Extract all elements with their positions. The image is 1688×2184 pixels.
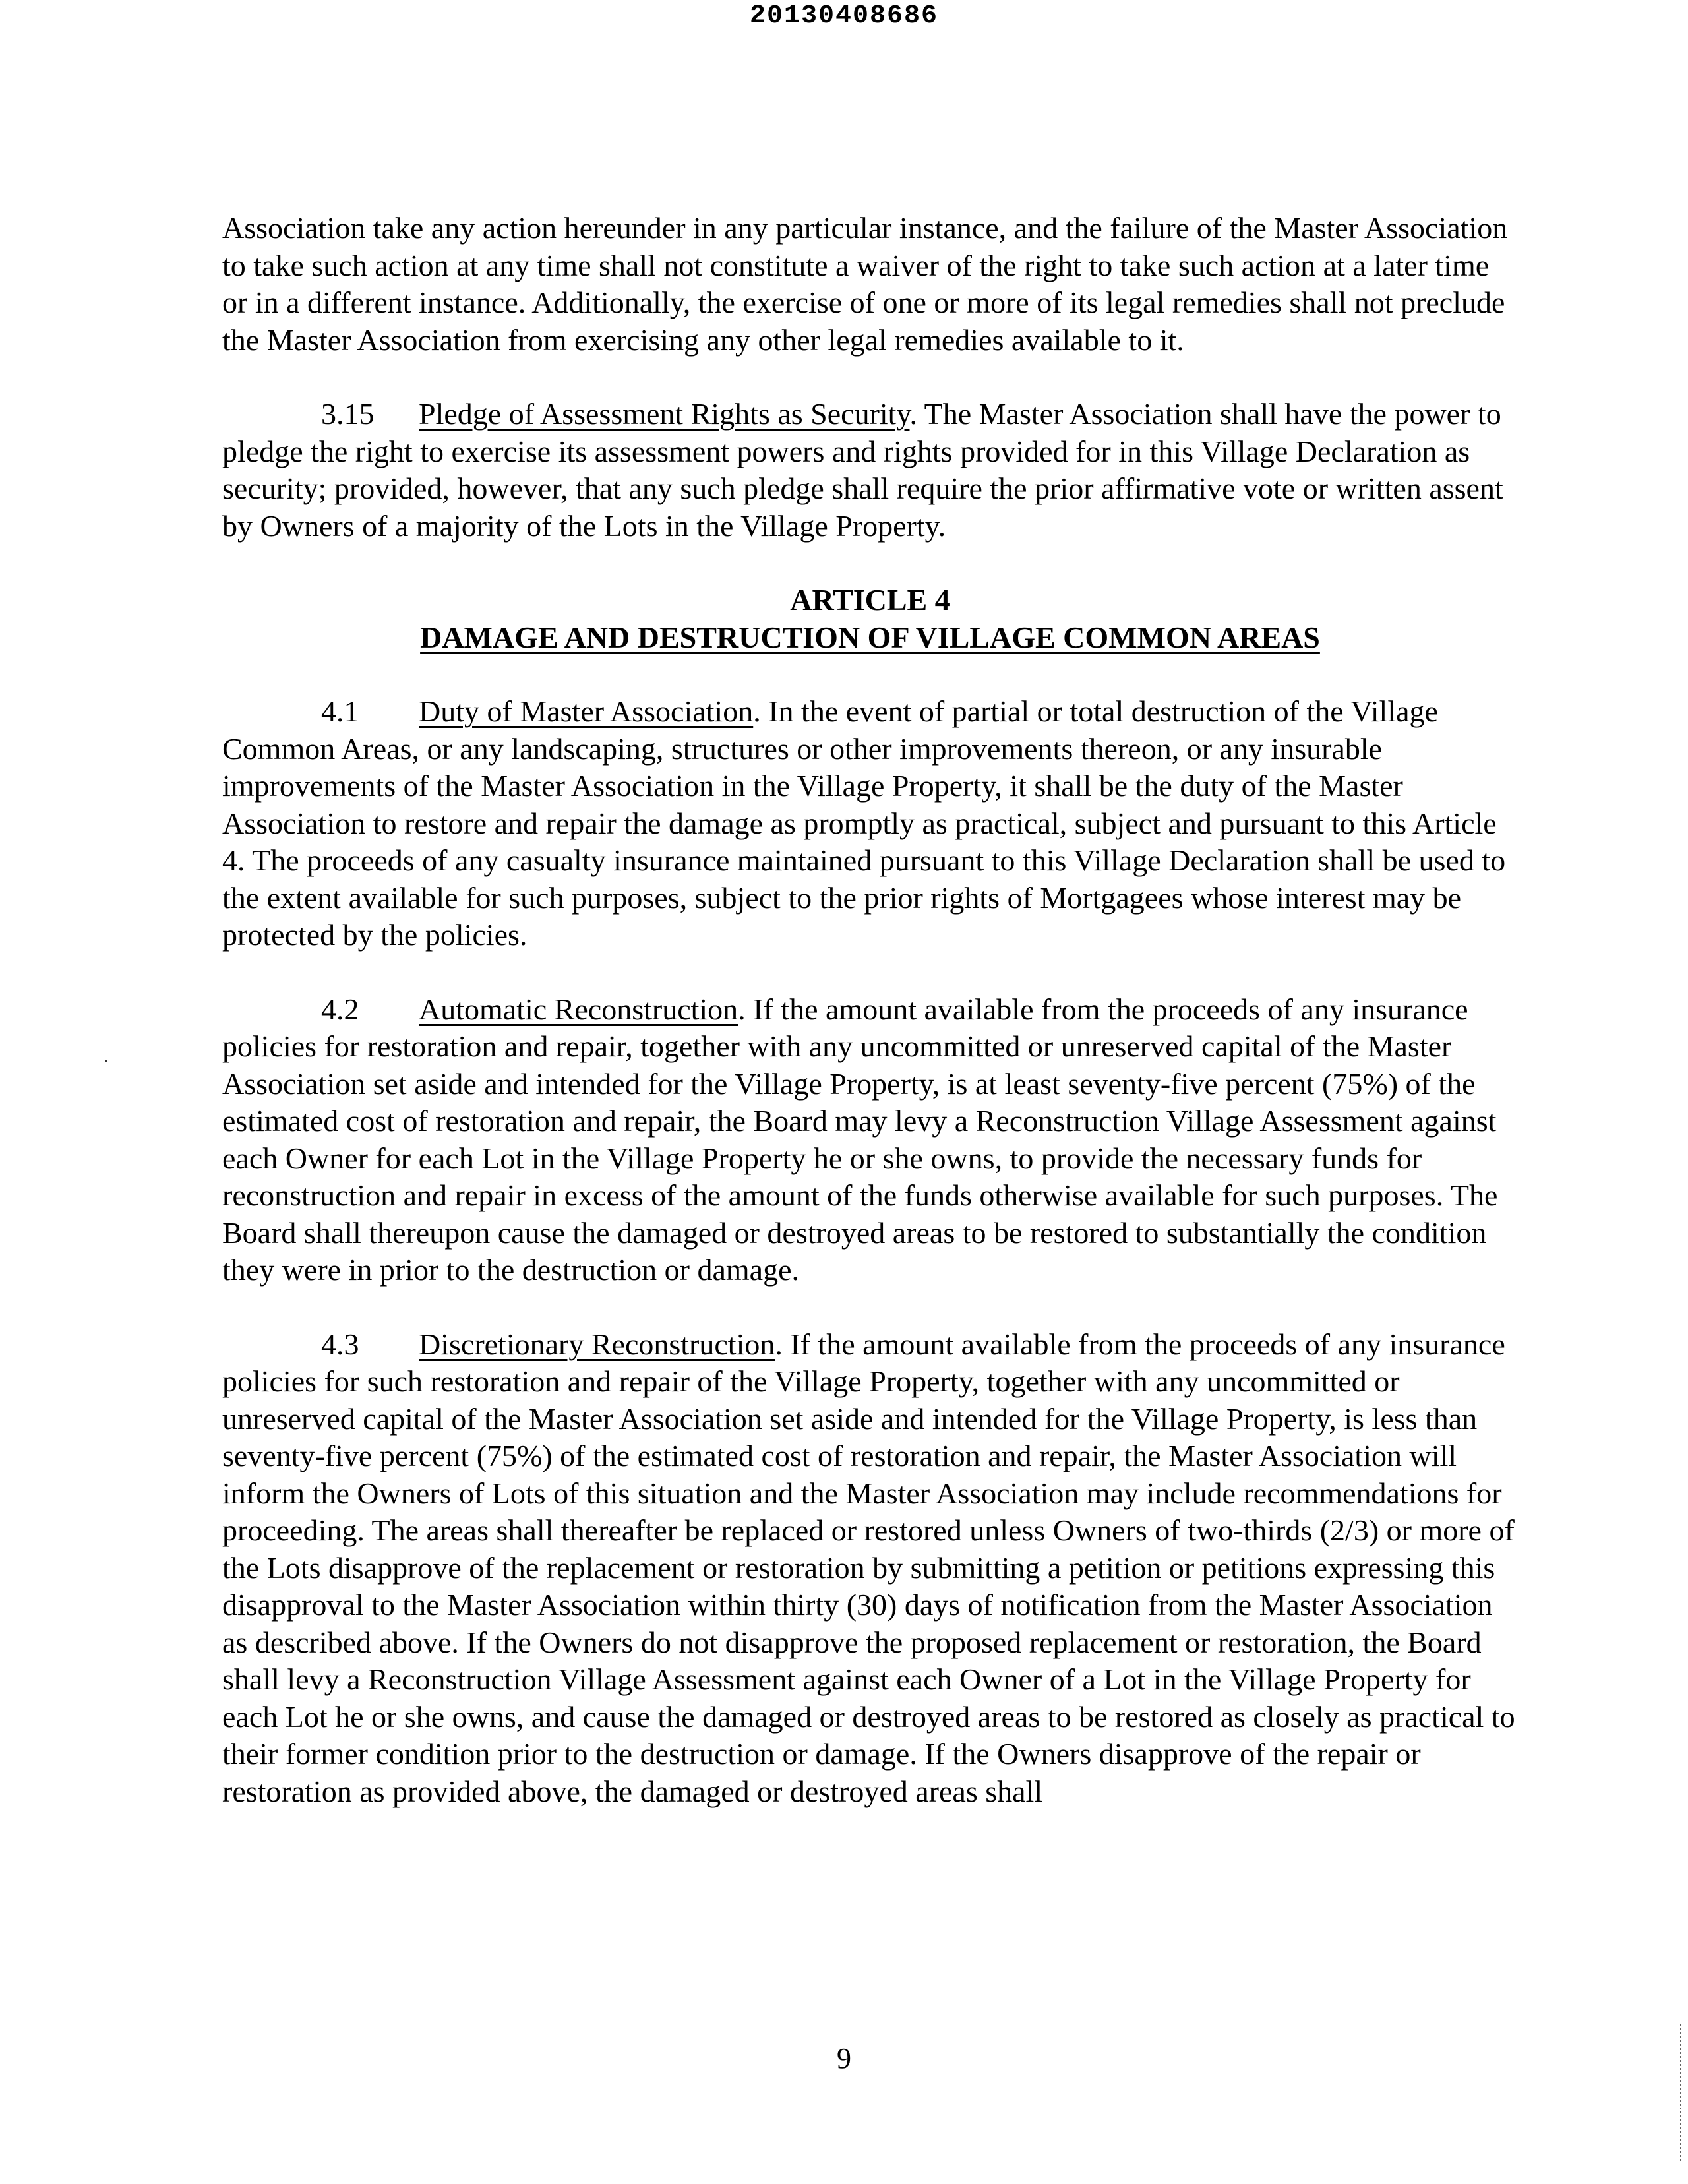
section-body: . If the amount available from the proceeds of any insurance policies for such restoration and repair of the Village Property, together with any uncommitted or unreserved capital of the Master Association set aside and intended for the Village Property, is less than seventy-five percent (75%) of the estimated cost of restoration and repair, the Master Association will inform the Owners of Lots of this situation and the Master Association may include recommendations for proceeding. The areas shall thereafter be replaced or restored unless Owners of two-thirds (2/3) or more of the Lots disapprove of the replacement or restoration by submitting a petition or petitions expressing this disapproval to the Master Association within thirty (30) days of notification from the Master Association as described above. If the Owners do not disapprove the proposed replacement or restoration, the Board shall levy a Reconstruction Village Assessment against each Owner of a Lot in the Village Property for each Lot he or she owns, and cause the damaged or destroyed areas to be restored as closely as practical to their former condition prior to the destruction or damage. If the Owners disapprove of the repair or restoration as provided above, the damaged or destroyed areas shall <box>222 1327 1515 1808</box>
section-4-3 <box>222 1326 1518 1811</box>
continuation-paragraph <box>222 210 1518 359</box>
section-title: Pledge of Assessment Rights as Security <box>419 397 910 431</box>
page-number: 9 <box>837 2042 851 2075</box>
article-subtitle: DAMAGE AND DESTRUCTION OF VILLAGE COMMON AREAS <box>420 620 1320 654</box>
section-title: Automatic Reconstruction <box>419 992 738 1026</box>
section-4-1 <box>222 693 1518 954</box>
section-title: Duty of Master Association <box>419 694 754 728</box>
section-title: Discretionary Reconstruction <box>419 1327 775 1361</box>
section-body: . If the amount available from the proceeds of any insurance policies for restoration and repair, together with any uncommitted or unreserved capital of the Master Association set aside and intended for the Village Property, is at least seventy-five percent (75%) of the estimated cost of restoration and repair, the Board may levy a Reconstruction Village Assessment against each Owner for each Lot in the Village Property he or she owns, to provide the necessary funds for reconstruction and repair in excess of the amount of the funds otherwise available for such purposes. The Board shall thereupon cause the damaged or destroyed areas to be restored to substantially the condition they were in prior to the destruction or damage. <box>222 992 1498 1287</box>
section-number: 3.15 <box>321 397 375 431</box>
section-number: 4.3 <box>321 1327 359 1361</box>
scan-artifact <box>106 1060 107 1062</box>
article-number: ARTICLE 4 <box>790 583 950 617</box>
section-body: . The Master Association shall have the power to pledge the right to exercise its assessment powers and rights provided for in this Village Declaration as security; provided, however, that any such pledge shall require the prior affirmative vote or written assent by Owners of a majority of the Lots in the Village Property. <box>222 397 1503 543</box>
section-3-15 <box>222 396 1518 545</box>
section-body: . In the event of partial or total destruction of the Village Common Areas, or any landscaping, structures or other improvements thereon, or any insurable improvements of the Master Association in the Village Property, it shall be the duty of the Master Association to restore and repair the damage as promptly as practical, subject and pursuant to this Article 4. The proceeds of any casualty insurance maintained pursuant to this Village Declaration shall be used to the extent available for such purposes, subject to the prior rights of Mortgagees whose interest may be protected by the policies. <box>222 694 1506 952</box>
section-number: 4.2 <box>321 992 359 1026</box>
section-4-2 <box>222 991 1518 1289</box>
document-page <box>222 210 1518 1847</box>
document-number: 20130408686 <box>749 1 939 31</box>
paragraph-text: Association take any action hereunder in any particular instance, and the failure of the Master Association to take such action at any time shall not constitute a waiver of the right to take such action at a later time or in a different instance. Additionally, the exercise of one or more of its legal remedies shall not preclude the Master Association from exercising any other legal remedies available to it. <box>222 211 1508 357</box>
section-number: 4.1 <box>321 694 359 728</box>
article-heading <box>222 582 1518 656</box>
